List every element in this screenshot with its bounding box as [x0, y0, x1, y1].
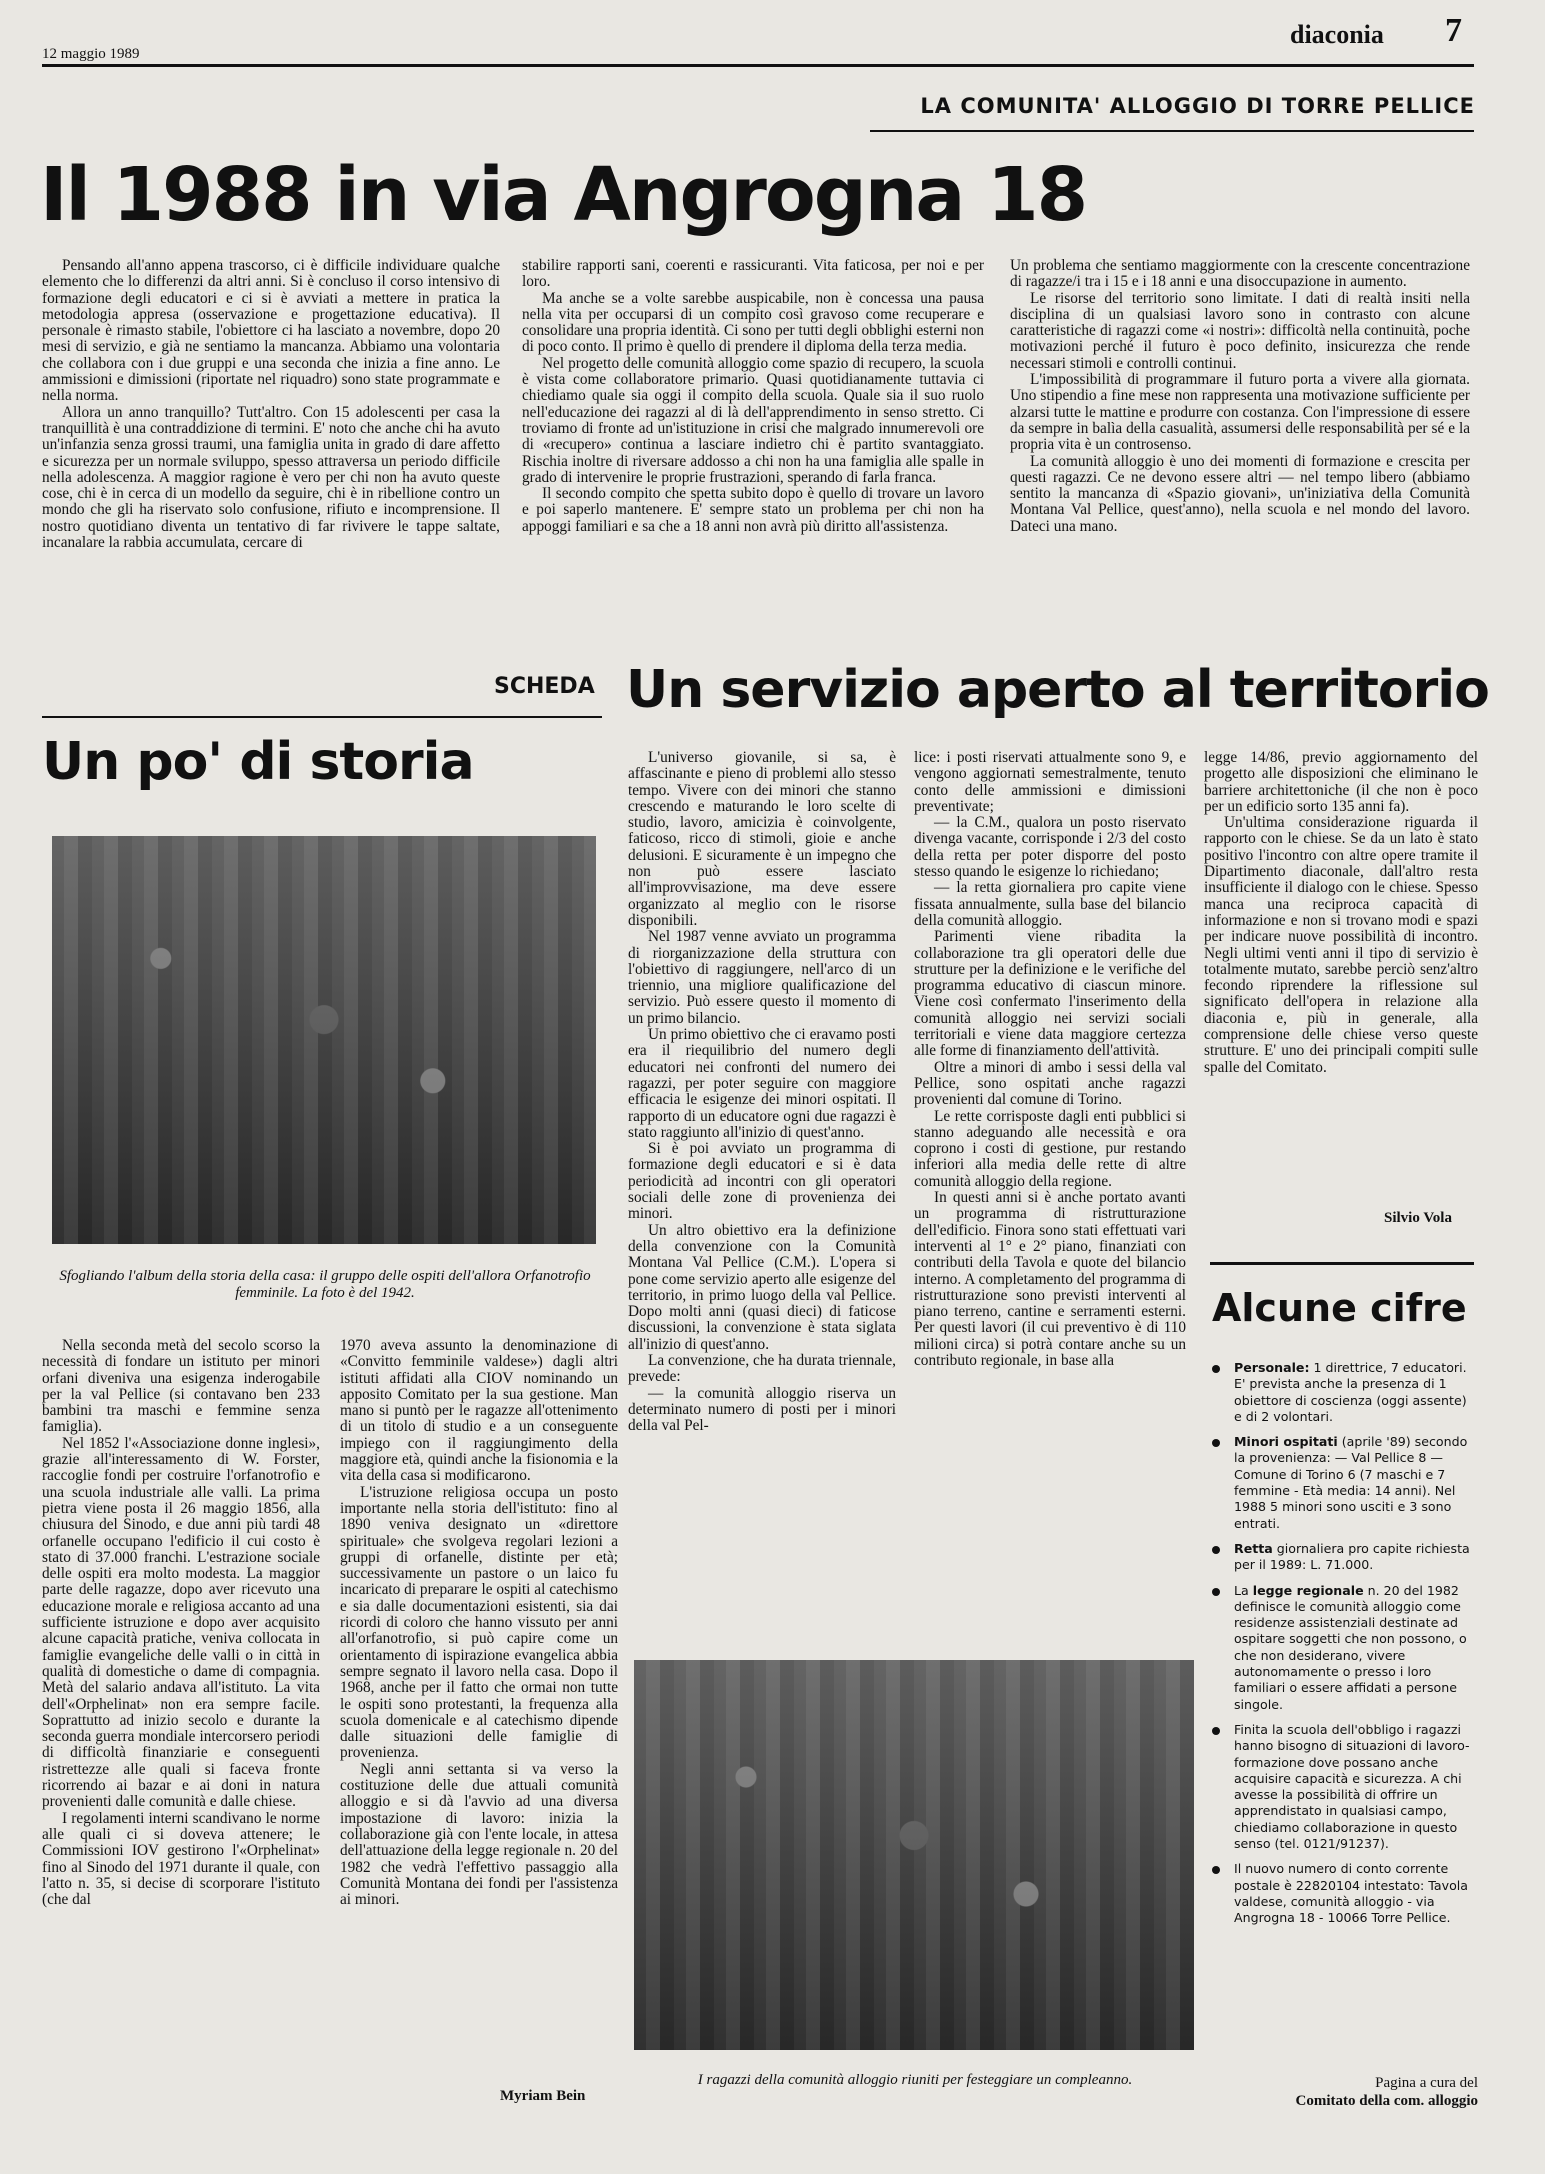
paragraph: La comunità alloggio è uno dei momenti di formazione e crescita per questi ragazzi. Ce ne devono essere altri — nel tempo libero (abbiamo sentito la mancanza di «Spazio giovani», un'iniziativa della Comunità Montana Val Pellice, quest'anno), nella scuola e nel mondo del lavoro. Dateci una mano. — [1010, 452, 1470, 535]
list-item: Finita la scuola dell'obbligo i ragazzi hanno bisogno di situazioni di lavoro-formazione dove possano anche acquisire capacità e sicurezza. A chi avesse la possibilità di offrire un apprendistato in qualsiasi campo, chiediamo collaborazione in questo senso (tel. 0121/91237). — [1206, 1722, 1476, 1852]
list-item: Il nuovo numero di conto corrente postale è 22820104 intestato: Tavola valdese, comunità alloggio - via Angrogna 18 - 10066 Torre Pellice. — [1206, 1861, 1476, 1926]
storia-author: Myriam Bein — [500, 2088, 586, 2104]
scheda-author: Silvio Vola — [1384, 1210, 1452, 1226]
scheda-photo-caption: I ragazzi della comunità alloggio riuniti per festeggiare un compleanno. — [697, 2072, 1133, 2088]
paragraph: Un'ultima considerazione riguarda il rapporto con le chiese. Se da un lato è stato positivo l'incontro con altre opere tramite il Dipartimento diaconale, dall'altro resta insufficiente il dialogo con le chiese. Spesso manca una reciproca capacità di informazione e non si trovano modi e spazi per indicare nuove possibilità di incontro. Negli ultimi venti anni il tipo di servizio è totalmente mutato, sarebbe perciò senz'altro fecondo riprendere la riflessione sul significato dell'opera in relazione alla diaconia e, più in generale, alla comprensione delle chiese verso queste strutture. E' uno dei principali compiti sulle spalle del Comitato. — [1204, 814, 1478, 1076]
storia-column-1 — [42, 1338, 320, 1908]
paragraph: Nel progetto delle comunità alloggio come spazio di recupero, la scuola è vista come collaboratore primario. Quasi quotidianamente tuttavia ci chiediamo quale sia oggi il compito della scuola. Quale sia il suo ruolo nell'educazione dei ragazzi al di là dell'apprendimento in senso stretto. Ci troviamo di fronte ad un'istituzione in crisi che malgrado innumerevoli ore di «recupero» continua a lasciare indietro chi è partito svantaggiato. Rischia inoltre di riversare addosso a chi non ha una famiglia alle spalle in grado di intervenire le proprie frustrazioni, sperando di farla franca. — [522, 354, 984, 486]
paragraph: — la retta giornaliera pro capite viene fissata annualmente, sulla base del bilancio della comunità alloggio. — [914, 879, 1186, 929]
storia-column-2 — [340, 1338, 618, 1908]
bullet-icon — [1212, 1546, 1220, 1554]
paragraph: La convenzione, che ha durata triennale, prevede: — [628, 1351, 896, 1386]
publication-name: diaconia — [1290, 20, 1384, 49]
scheda-rule — [42, 716, 602, 718]
page-date: 12 maggio 1989 — [42, 46, 140, 62]
article-title: Il 1988 in via Angrogna 18 — [40, 152, 1087, 238]
bullet-icon — [1212, 1866, 1220, 1874]
paragraph: Oltre a minori di ambo i sessi della val Pellice, sono ospitati anche ragazzi provenienti dal comune di Torino. — [914, 1058, 1186, 1109]
paragraph: Le rette corrisposte dagli enti pubblici si stanno adeguando alle necessità e ora coprono i costi di gestione, pur restando inferiori alla media delle rette di altre comunità alloggio della regione. — [914, 1107, 1186, 1190]
cifre-title: Alcune cifre — [1212, 1286, 1467, 1330]
cifre-box — [1206, 1360, 1476, 1936]
paragraph: — la C.M., qualora un posto riservato divenga vacante, corrisponde i 2/3 del costo della retta per poter disporre del posto stesso quando le esigenze lo richiedano; — [914, 814, 1186, 881]
list-item: La legge regionale n. 20 del 1982 definisce le comunità alloggio come residenze assistenziali destinate ad ospitare soggetti che non possono, o che non desiderano, vivere autonomamente o presso i loro familiari o essere affidati a persone singole. — [1206, 1583, 1476, 1713]
bullet-icon — [1212, 1365, 1220, 1373]
orphanage-group-photo — [52, 836, 596, 1244]
paragraph: lice: i posti riservati attualmente sono 9, e vengono aggiornati semestralmente, tenuto conto delle ammissioni e dimissioni preventivate; — [914, 749, 1186, 815]
footer-line-1: Pagina a cura del — [1375, 2075, 1478, 2091]
cifre-top-rule — [1210, 1262, 1474, 1265]
paragraph: Parimenti viene ribadita la collaborazione tra gli operatori delle due strutture per la definizione e le verifiche del programma educativo di ciascun minore. Viene così confermato l'inserimento della comunità alloggio nei servizi sociali territoriali e viene data maggiore certezza alle forme di finanziamento dell'attività. — [914, 928, 1186, 1060]
storia-title: Un po' di storia — [42, 732, 474, 792]
paragraph: L'istruzione religiosa occupa un posto importante nella storia dell'istituto: fino al 1890 veniva designato un «direttore spirituale» che svolgeva regolari lezioni a gruppi di orfanelle, distinte per età; successivamente un pastore o un laico fu incaricato di preparare le ospiti al catechismo e sia dalle documentazioni esistenti, sia dai ricordi di coloro che hanno vissuto per anni all'orfanotrofio, si può capire come un orientamento di ispirazione evangelica abbia sempre segnato il lavoro nella casa. Dopo il 1968, anche per il fatto che ormai non tutte le ospiti sono protestanti, la frequenza alla scuola domenicale e al catechismo dipende dalle situazioni delle famiglie di provenienza. — [340, 1483, 618, 1762]
bullet-icon — [1212, 1588, 1220, 1596]
cifre-list — [1206, 1360, 1476, 1927]
paragraph: 1970 aveva assunto la denominazione di «Convitto femminile valdese») dagli altri istituti affidati alla CIOV nominando un apposito Comitato per la sua gestione. Man mano si puntò per le ragazze all'ottenimento di un titolo di studio e a un conseguente impiego con il raggiungimento della maggiore età, quindi anche la fisionomia e la vita della casa si modificarono. — [340, 1337, 618, 1485]
paragraph: L'impossibilità di programmare il futuro porta a vivere alla giornata. Uno stipendio a fine mese non rappresenta una motivazione sufficiente per alzarsi tutte le mattine e produrre con costanza. Con l'impressione di essere da sempre in balìa della casualità, assumersi delle responsabilità per sé e la propria vita è un controsenso. — [1010, 371, 1470, 454]
page-number: 7 — [1445, 12, 1462, 49]
scheda-label: SCHEDA — [494, 674, 595, 699]
paragraph: Allora un anno tranquillo? Tutt'altro. Con 15 adolescenti per casa la tranquillità è una contraddizione di termini. E' noto che anche chi ha avuto un'infanzia senza grossi traumi, una famiglia unita in grado di dare affetto e sicurezza per un normale sviluppo, spesso attraversa un periodo difficile nella adolescenza. A maggior ragione è vero per chi non ha avuto queste cose, chi è in cerca di un modello da seguire, chi è in ribellione contro un mondo che gli ha riservato solo confusione, rifiuto e incomprensione. Il nostro quotidiano diventa un tentativo di far rivivere le tappe saltate, incanalare la rabbia accumulata, cercare di — [42, 403, 500, 552]
scheda-column-1 — [628, 750, 896, 1434]
list-item: Personale: 1 direttrice, 7 educatori. E' prevista anche la presenza di 1 obiettore di coscienza (oggi assente) e di 2 volontari. — [1206, 1360, 1476, 1425]
paragraph: L'universo giovanile, si sa, è affascinante e pieno di problemi allo stesso tempo. Vivere con dei minori che stanno crescendo e maturando le loro scelte di studio, lavoro, amicizia è coinvolgente, faticoso, ricco di stimoli, gioie e anche delusioni. E sicuramente è un impegno che non può essere lasciato all'improvvisazione, ma deve essere organizzato al meglio con le risorse disponibili. — [628, 749, 896, 929]
scheda-column-3 — [1204, 750, 1478, 1076]
paragraph: Ma anche se a volte sarebbe auspicabile, non è concessa una pausa nella vita per occuparsi di un compito così gravoso come recuperare e consolidare una propria identità. Ci sono per tutti degli obblighi esterni non di poco conto. Il primo è quello di prendere il diploma della terza media. — [522, 289, 984, 356]
section-rule — [870, 130, 1474, 132]
page-footer-credit — [1230, 2074, 1478, 2110]
paragraph: In questi anni si è anche portato avanti un programma di ristrutturazione dell'edificio. Finora sono stati effettuati vari interventi al 1° e 2° piano, finanziati con contributi della Tavola e quote del bilancio interno. A completamento del programma di ristrutturazione sono previsti interventi al piano terreno, cantine e serramenti esterni. Per questi lavori (il cui preventivo è di 110 milioni circa) si potrà contare anche su un contributo regionale, in base alla — [914, 1189, 1186, 1369]
paragraph: — la comunità alloggio riserva un determinato numero di posti per i minori della val Pel- — [628, 1384, 896, 1435]
scheda-title: Un servizio aperto al territorio — [626, 660, 1489, 720]
paragraph: Si è poi avviato un programma di formazione degli educatori e si è data periodicità ad incontri con gli operatori sociali delle zone di provenienza dei minori. — [628, 1140, 896, 1223]
paragraph: legge 14/86, previo aggiornamento del progetto alle disposizioni che eliminano le barriere architettoniche (il che non è poco per un edificio sorto 135 anni fa). — [1204, 749, 1478, 815]
paragraph: Le risorse del territorio sono limitate. I dati di realtà insiti nella disciplina di un qualsiasi lavoro sono in contrasto con alcune caratteristiche di ragazzi come «i nostri»: difficoltà nella continuità, poche motivazioni perché il futuro è poco definito, insicurezza che rende necessari stimoli e controlli continui. — [1010, 289, 1470, 372]
paragraph: Un altro obiettivo era la definizione della convenzione con la Comunità Montana Val Pellice (C.M.). L'opera si pone come servizio aperto alle esigenze del territorio, in primo luogo della val Pellice. Dopo molti anni (quasi dieci) di faticose discussioni, la convenzione è stata siglata all'inizio di quest'anno. — [628, 1221, 896, 1353]
article-column-3 — [1010, 258, 1470, 535]
list-item: Retta giornaliera pro capite richiesta per il 1989: L. 71.000. — [1206, 1541, 1476, 1574]
paragraph: Il secondo compito che spetta subito dopo è quello di trovare un lavoro e poi saperlo mantenere. E' sempre stato un problema per chi non ha appoggi familiari e sa che a 18 anni non avrà più diritto all'assistenza. — [522, 485, 984, 535]
article-column-2 — [522, 258, 984, 535]
paragraph: I regolamenti interni scandivano le norme alle quali ci si doveva attenere; le Commissioni IOV gestirono l'«Orphelinat» fino al Sinodo del 1971 durante il quale, con l'atto n. 35, si decise di scorporare l'istituto (che dal — [42, 1809, 320, 1909]
birthday-party-photo — [634, 1660, 1194, 2050]
footer-line-2: Comitato della com. alloggio — [1295, 2093, 1478, 2109]
paragraph: Un primo obiettivo che ci eravamo posti era il riequilibrio del numero degli educatori nei confronti del numero dei ragazzi, per poter seguire con maggiore efficacia le esigenze dei minori ospitati. Il rapporto di un educatore ogni due ragazzi è stato raggiunto all'inizio di quest'anno. — [628, 1026, 896, 1141]
paragraph: stabilire rapporti sani, coerenti e rassicuranti. Vita faticosa, per noi e per loro. — [522, 257, 984, 291]
bullet-icon — [1212, 1439, 1220, 1447]
bullet-icon — [1212, 1727, 1220, 1735]
section-title: LA COMUNITA' ALLOGGIO DI TORRE PELLICE — [920, 94, 1475, 118]
storia-photo-caption: Sfogliando l'album della storia della casa: il gruppo delle ospiti dell'allora Orfanotrofio femminile. La foto è del 1942. — [59, 1268, 591, 1301]
paragraph: Un problema che sentiamo maggiormente con la crescente concentrazione di ragazze/i tra i 15 e i 18 anni e una disoccupazione in aumento. — [1010, 257, 1470, 291]
header-rule — [42, 64, 1474, 67]
list-item: Minori ospitati (aprile '89) secondo la provenienza: — Val Pellice 8 — Comune di Torino 6 (7 maschi e 7 femmine - Età media: 14 anni). Nel 1988 5 minori sono usciti e 3 sono entrati. — [1206, 1434, 1476, 1532]
paragraph: Nella seconda metà del secolo scorso la necessità di fondare un istituto per minori orfani diveniva una esigenza inderogabile per la val Pellice (si contavano ben 233 bambini tra maschi e femmine senza famiglia). — [42, 1337, 320, 1436]
paragraph: Nel 1852 l'«Associazione donne inglesi», grazie all'interessamento di W. Forster, raccoglie fondi per costruire l'orfanotrofio e una scuola industriale alle valli. La prima pietra viene posta il 26 maggio 1856, alla chiusura del Sinodo, e due anni più tardi 48 orfanelle occupano l'edificio il cui costo è stato di 37.000 franchi. L'estrazione sociale delle ospiti era molto modesta. La maggior parte delle ragazze, dopo aver ricevuto una educazione morale e religiosa accanto ad una sufficiente istruzione e dopo aver acquisito alcune capacità pratiche, veniva collocata in famiglie evangeliche delle valli o in città in qualità di domestiche o dame di compagnia. Metà del salario andava all'istituto. La vita dell'«Orphelinat» non era sempre facile. Soprattutto ad inizio secolo e durante la seconda guerra mondiale intercorsero periodi di difficoltà finanziarie e conseguenti ristrettezze alle quali si faceva fronte ricorrendo ai bazar e ai doni in natura provenienti dalle comunità e dalle chiese. — [42, 1434, 320, 1811]
paragraph: Negli anni settanta si va verso la costituzione delle due attuali comunità alloggio e si dà l'avvio ad una diversa impostazione di lavoro: inizia la collaborazione già con l'ente locale, in attesa dell'attuazione della legge regionale n. 20 del 1982 che vedrà l'effettivo passaggio alla Comunità Montana dei fondi per l'assistenza ai minori. — [340, 1760, 618, 1909]
scheda-column-2 — [914, 750, 1186, 1369]
paragraph: Pensando all'anno appena trascorso, ci è difficile individuare qualche elemento che lo differenzi da altri anni. Si è concluso il corso intensivo di formazione degli educatori e ci si è avviati a mettere in pratica la metodologia appresa (osservazione e progettazione educativa). Il personale è rimasto stabile, l'obiettore ci ha lasciato a novembre, dopo 20 mesi di servizio, e già ne sentiamo la mancanza. Abbiamo una volontaria che collabora con i due gruppi e una seconda che inizia a fine anno. Le ammissioni e dimissioni (riportate nel riquadro) sono state programmate e nella norma. — [42, 257, 500, 405]
article-column-1 — [42, 258, 500, 551]
paragraph: Nel 1987 venne avviato un programma di riorganizzazione della struttura con l'obiettivo di raggiungere, nell'arco di un triennio, una migliore qualificazione del servizio. Può essere questo il momento di un primo bilancio. — [628, 928, 896, 1027]
